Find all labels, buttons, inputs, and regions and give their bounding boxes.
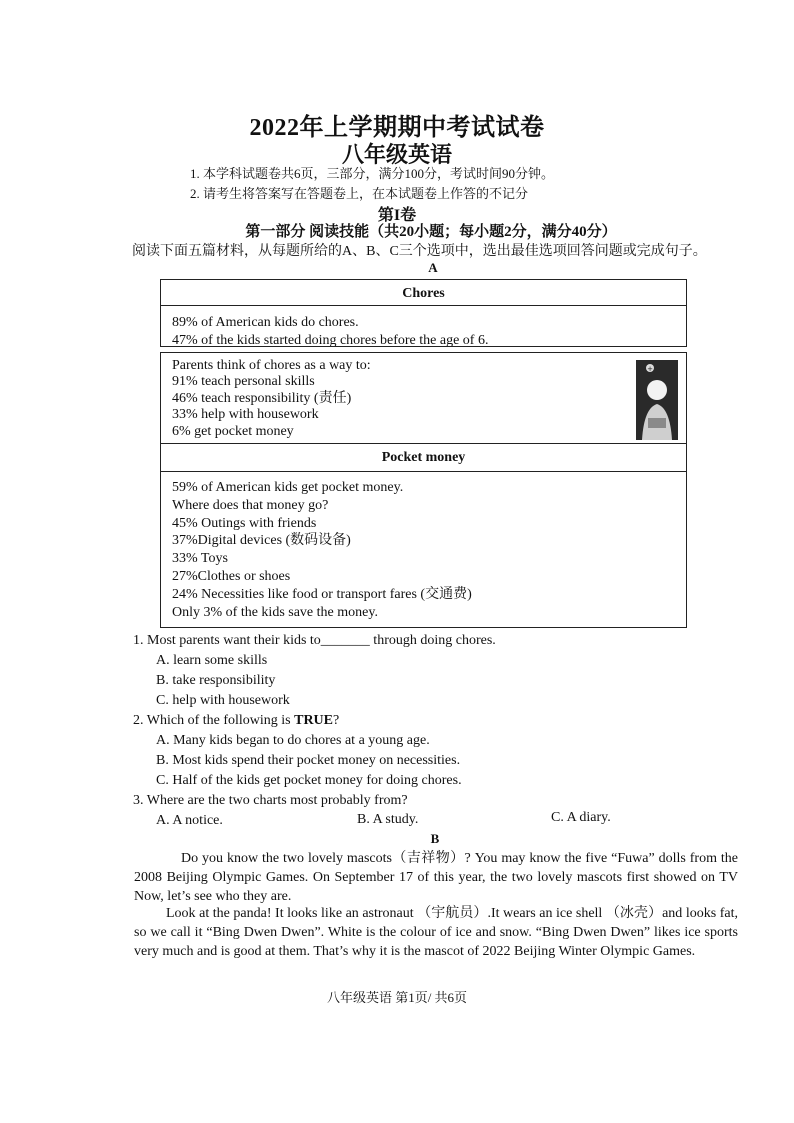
q3-option-b: B. A study. xyxy=(357,812,419,827)
exam-note-2: 2. 请考生将答案写在答题卷上，在本试题卷上作答的不记分 xyxy=(190,186,529,201)
q2-option-b: B. Most kids spend their pocket money on necessities. xyxy=(156,753,461,768)
pocket-heading: Pocket money xyxy=(381,450,466,465)
chores-header xyxy=(160,279,687,306)
question-2-stem: 2. Which of the following is xyxy=(133,713,295,728)
pocket-line: 45% Outings with friends xyxy=(172,515,317,531)
chores-stats-cell xyxy=(160,305,687,347)
question-2-end: ? xyxy=(333,713,340,728)
pocket-line: Only 3% of the kids save the money. xyxy=(172,604,378,620)
question-2 xyxy=(133,713,339,729)
volume-heading: 第I卷 xyxy=(377,207,417,224)
svg-text:+: + xyxy=(647,365,653,373)
page-footer: 八年级英语 第1页/ 共6页 xyxy=(326,990,468,1005)
pocket-line: 24% Necessities like food or transport fares (交通费) xyxy=(172,586,472,602)
chores-line: 89% of American kids do chores. xyxy=(172,315,359,330)
instruction: 阅读下面五篇材料，从每题所给的A、B、C三个选项中，选出最佳选项回答问题或完成句子。 xyxy=(132,244,707,259)
chores-parents-cell xyxy=(160,352,687,444)
chores-line: 33% help with housework xyxy=(172,407,319,423)
q1-option-c: C. help with housework xyxy=(156,693,290,708)
exam-note-1: 1. 本学科试题卷共6页，三部分，满分100分，考试时间90分钟。 xyxy=(190,166,555,181)
chores-heading: Chores xyxy=(402,286,445,301)
q1-option-b: B. take responsibility xyxy=(156,673,276,688)
pocket-line: 33% Toys xyxy=(172,551,228,567)
question-3: 3. Where are the two charts most probably from? xyxy=(133,793,408,808)
chores-line: 46% teach responsibility (责任) xyxy=(172,390,352,406)
chores-line: Parents think of chores as a way to: xyxy=(172,358,371,373)
pocket-line: 37%Digital devices (数码设备) xyxy=(172,533,351,549)
passage-b-paragraph-2: Look at the panda! It looks like an astronaut （宇航员）.It wears an ice shell （冰壳）and looks fat, so we call it “Bing Dwen Dwen”. White is the colour of ice and snow. “Bing Dwen Dwen” likes ice sports very much and is good at them. That’s why it is the mascot of 2022 Beijing Winter Olympic Games. xyxy=(134,906,738,959)
pocket-header xyxy=(160,444,687,472)
pocket-line: 59% of American kids get pocket money. xyxy=(172,480,404,495)
pocket-body-cell xyxy=(160,471,687,628)
chores-line: 47% of the kids started doing chores before the age of 6. xyxy=(172,332,489,347)
q3-option-c: C. A diary. xyxy=(551,810,611,825)
question-1: 1. Most parents want their kids to_______ through doing chores. xyxy=(133,633,496,648)
exam-title: 2022年上学期期中考试试卷 xyxy=(249,115,545,141)
chef-illustration-icon xyxy=(636,360,678,440)
q3-option-a: A. A notice. xyxy=(156,813,223,828)
q1-option-a: A. learn some skills xyxy=(156,653,268,668)
passage-b-paragraph-1: Do you know the two lovely mascots（吉祥物）? You may know the five “Fuwa” dolls from the 2008 Beijing Olympic Games. On September 17 of this year, the two lovely mascots first showed on TV Now, let’s see who they are. xyxy=(134,851,738,904)
exam-subtitle: 八年级英语 xyxy=(341,142,452,167)
q2-option-c: C. Half of the kids get pocket money for doing chores. xyxy=(156,773,462,788)
section-b-label: B xyxy=(430,831,440,846)
q2-option-a: A. Many kids began to do chores at a young age. xyxy=(156,733,430,748)
part-heading: 第一部分 阅读技能（共20小题；每小题2分，满分40分） xyxy=(245,224,617,240)
pocket-line: 27%Clothes or shoes xyxy=(172,568,291,584)
chores-line: 91% teach personal skills xyxy=(172,374,315,390)
question-2-emphasis: TRUE xyxy=(294,713,334,728)
pocket-line: Where does that money go? xyxy=(172,497,329,513)
section-a-label: A xyxy=(428,260,438,275)
chores-line: 6% get pocket money xyxy=(172,423,294,439)
